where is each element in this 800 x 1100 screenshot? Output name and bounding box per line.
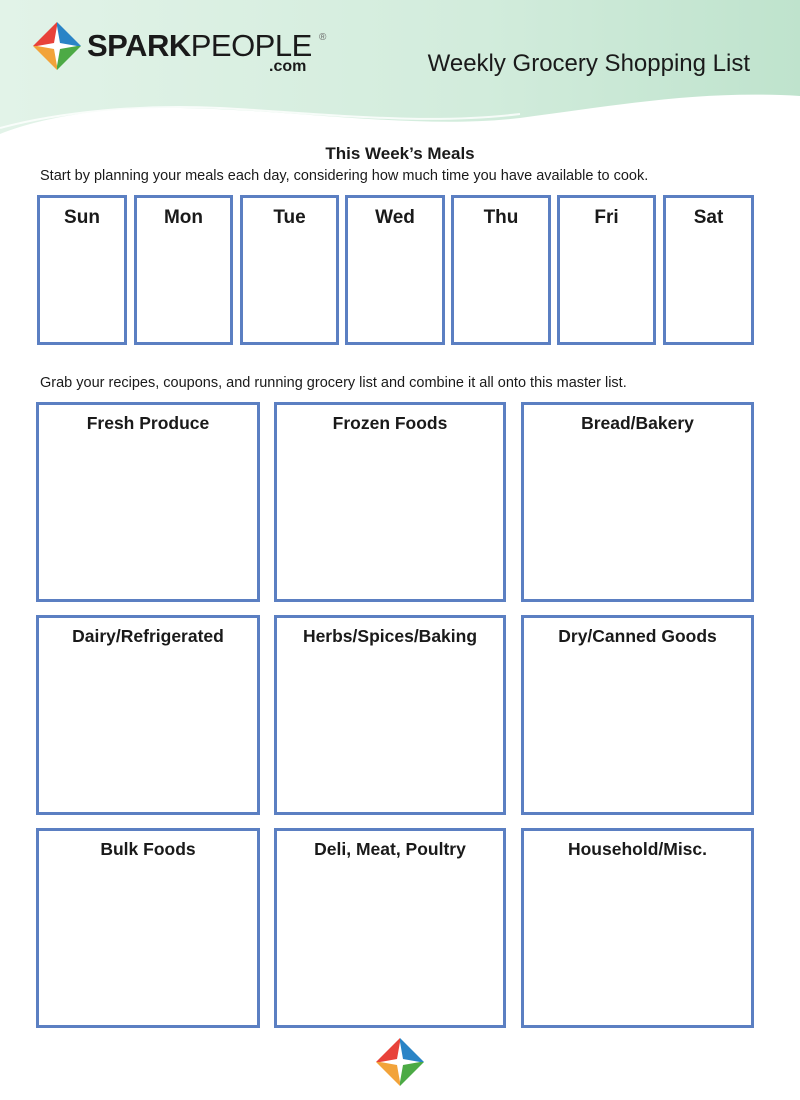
category-label: Frozen Foods: [332, 413, 448, 433]
day-label: Sat: [693, 207, 724, 228]
category-label: Fresh Produce: [86, 413, 210, 433]
category-box-bread-bakery[interactable]: [521, 402, 754, 602]
registered-mark: ®: [319, 32, 327, 43]
day-box-thu[interactable]: [451, 195, 551, 345]
meals-heading: This Week’s Meals: [325, 144, 475, 163]
category-box-frozen-foods[interactable]: [274, 402, 506, 602]
day-label: Tue: [273, 207, 306, 228]
category-label: Bread/Bakery: [581, 413, 694, 433]
sparkpeople-logo: [33, 22, 333, 78]
day-label: Thu: [483, 207, 519, 228]
day-box-fri[interactable]: [557, 195, 656, 345]
category-box-herbs-spices-baking[interactable]: [274, 615, 506, 815]
category-box-fresh-produce[interactable]: [36, 402, 260, 602]
category-label: Dry/Canned Goods: [558, 626, 717, 646]
category-box-dry-canned-goods[interactable]: [521, 615, 754, 815]
footer-spark-star-icon: [376, 1038, 424, 1086]
logo-domain: .com: [269, 58, 307, 75]
meals-instruction: Start by planning your meals each day, considering how much time you have available to cook.: [40, 168, 649, 184]
master-list-instruction: Grab your recipes, coupons, and running grocery list and combine it all onto this master list.: [40, 375, 627, 391]
day-label: Mon: [163, 207, 204, 228]
category-box-deli-meat-poultry[interactable]: [274, 828, 506, 1028]
day-box-mon[interactable]: [134, 195, 233, 345]
category-label: Deli, Meat, Poultry: [314, 839, 466, 859]
category-label: Dairy/Refrigerated: [72, 626, 224, 646]
day-box-sun[interactable]: [37, 195, 127, 345]
day-box-sat[interactable]: [663, 195, 754, 345]
day-box-tue[interactable]: [240, 195, 339, 345]
category-box-household-misc[interactable]: [521, 828, 754, 1028]
logo-wordmark: SPARKPEOPLE: [87, 28, 312, 63]
category-label: Household/Misc.: [567, 839, 708, 859]
category-label: Bulk Foods: [100, 839, 196, 859]
document-title: Weekly Grocery Shopping List: [427, 50, 750, 77]
day-box-wed[interactable]: [345, 195, 445, 345]
day-label: Sun: [64, 207, 100, 228]
category-box-bulk-foods[interactable]: [36, 828, 260, 1028]
day-label: Wed: [375, 207, 415, 228]
spark-star-icon: [33, 22, 81, 70]
day-label: Fri: [594, 207, 619, 228]
category-label: Herbs/Spices/Baking: [302, 626, 478, 646]
category-box-dairy-refrigerated[interactable]: [36, 615, 260, 815]
